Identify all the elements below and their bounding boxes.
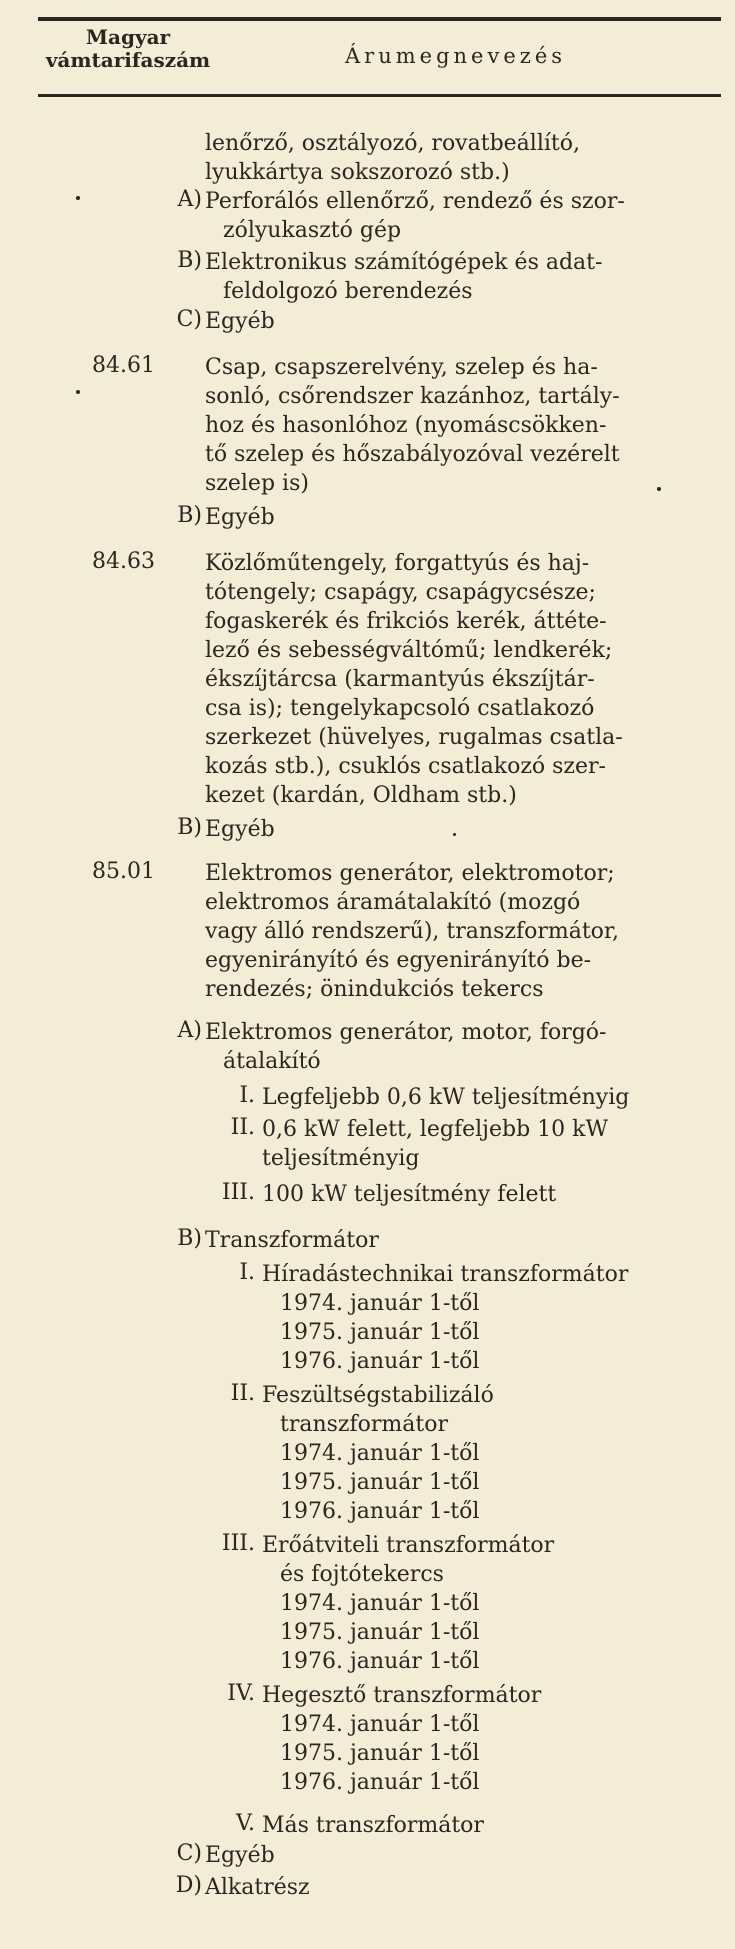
text-line: Transzformátor	[205, 1228, 379, 1253]
date-line: 1974. január 1-től	[280, 1441, 480, 1466]
text-line: Hegesztő transzformátor	[262, 1683, 542, 1708]
text-line: tótengely; csapágy, csapágycsésze;	[205, 580, 596, 605]
date-line: 1976. január 1-től	[280, 1349, 480, 1374]
text-line: Egyéb	[205, 1843, 275, 1868]
text-line: Legfeljebb 0,6 kW teljesítményig	[262, 1085, 630, 1110]
text-line: kezet (kardán, Oldham stb.)	[205, 783, 517, 808]
text-line: kozás stb.), csuklós csatlakozó szer-	[205, 754, 606, 779]
text-line: 100 kW teljesítmény felett	[262, 1182, 557, 1207]
roman-numeral: I.	[239, 1260, 255, 1285]
text-line: Más transzformátor	[262, 1813, 484, 1838]
top-rule	[38, 17, 721, 21]
text-line: 0,6 kW felett, legfeljebb 10 kW	[262, 1117, 609, 1142]
item-letter: B)	[177, 503, 202, 528]
tariff-code: 85.01	[92, 859, 155, 884]
roman-numeral: IV.	[227, 1681, 255, 1706]
roman-numeral: V.	[235, 1811, 255, 1836]
date-line: 1974. január 1-től	[280, 1712, 480, 1737]
header-tariff-number	[38, 26, 218, 72]
text-line: átalakító	[223, 1049, 321, 1074]
roman-numeral: I.	[239, 1083, 255, 1108]
text-line: csa is); tengelykapcsoló csatlakozó	[205, 696, 595, 721]
date-line: 1975. január 1-től	[280, 1741, 480, 1766]
item-letter: B)	[177, 815, 202, 840]
text-line: Híradástechnikai transzformátor	[262, 1262, 629, 1287]
text-line: vagy álló rendszerű), transzformátor,	[205, 919, 620, 944]
text-line: Perforálós ellenőrző, rendező és szor-	[205, 189, 625, 214]
date-line: 1976. január 1-től	[280, 1649, 480, 1674]
text-line: fogaskerék és frikciós kerék, áttéte-	[205, 609, 607, 634]
text-line: szerkezet (hüvelyes, rugalmas csatla-	[205, 725, 623, 750]
date-line: 1976. január 1-től	[280, 1499, 480, 1524]
header-tariff-line1: Magyar	[85, 25, 171, 49]
text-line: Feszültségstabilizáló	[262, 1383, 494, 1408]
header-tariff-line2: vámtarifaszám	[45, 48, 211, 72]
text-line: ékszíjtárcsa (karmantyús ékszíjtár-	[205, 667, 595, 692]
text-line: lyukkártya sokszorozó stb.)	[205, 160, 510, 185]
text-line: feldolgozó berendezés	[223, 279, 473, 304]
date-line: 1975. január 1-től	[280, 1470, 480, 1495]
date-line: 1975. január 1-től	[280, 1320, 480, 1345]
item-letter: C)	[176, 1841, 202, 1866]
item-letter: B)	[177, 248, 202, 273]
roman-numeral: III.	[221, 1180, 255, 1205]
text-line: zólyukasztó gép	[223, 218, 402, 243]
text-line: Egyéb	[205, 505, 275, 530]
tariff-code: 84.61	[92, 353, 155, 378]
text-line: Egyéb	[205, 309, 275, 334]
item-letter: C)	[176, 307, 202, 332]
roman-numeral: II.	[230, 1115, 255, 1140]
tariff-code: 84.63	[92, 549, 155, 574]
text-line: Elektronikus számítógépek és adat-	[205, 250, 603, 275]
text-line: Erőátviteli transzformátor	[262, 1533, 555, 1558]
text-line: szelep is)	[205, 471, 309, 496]
text-line: sonló, csőrendszer kazánhoz, tartály-	[205, 384, 620, 409]
date-line: 1974. január 1-től	[280, 1591, 480, 1616]
text-line: tő szelep és hőszabályozóval vezérelt	[205, 442, 620, 467]
text-line: lenőrző, osztályozó, rovatbeállító,	[205, 131, 580, 156]
text-line: Egyéb	[205, 817, 275, 842]
speck	[76, 196, 80, 200]
item-letter: B)	[177, 1226, 202, 1251]
text-line: Elektromos generátor, elektromotor;	[205, 861, 615, 886]
item-letter: A)	[177, 187, 202, 212]
speck	[76, 390, 80, 394]
item-letter: D)	[175, 1873, 202, 1898]
text-line: rendezés; önindukciós tekercs	[205, 977, 544, 1002]
roman-numeral: III.	[221, 1531, 255, 1556]
roman-numeral: II.	[230, 1381, 255, 1406]
text-line: elektromos áramátalakító (mozgó	[205, 890, 581, 915]
text-line: és fojtótekercs	[280, 1562, 444, 1587]
speck	[453, 833, 456, 836]
text-line: teljesítményig	[262, 1146, 420, 1171]
text-line: lező és sebességváltómű; lendkerék;	[205, 638, 613, 663]
text-line: Alkatrész	[205, 1875, 310, 1900]
text-line: transzformátor	[280, 1412, 449, 1437]
text-line: Csap, csapszerelvény, szelep és ha-	[205, 355, 598, 380]
date-line: 1975. január 1-től	[280, 1620, 480, 1645]
text-line: hoz és hasonlóhoz (nyomáscsökken-	[205, 413, 607, 438]
speck	[657, 487, 661, 491]
header-rule	[38, 94, 721, 97]
header-goods-description: Árumegnevezés	[345, 44, 567, 68]
text-line: Közlőműtengely, forgattyús és haj-	[205, 551, 590, 576]
date-line: 1974. január 1-től	[280, 1291, 480, 1316]
date-line: 1976. január 1-től	[280, 1770, 480, 1795]
item-letter: A)	[177, 1018, 202, 1043]
text-line: egyenirányító és egyenirányító be-	[205, 948, 592, 973]
text-line: Elektromos generátor, motor, forgó-	[205, 1020, 607, 1045]
